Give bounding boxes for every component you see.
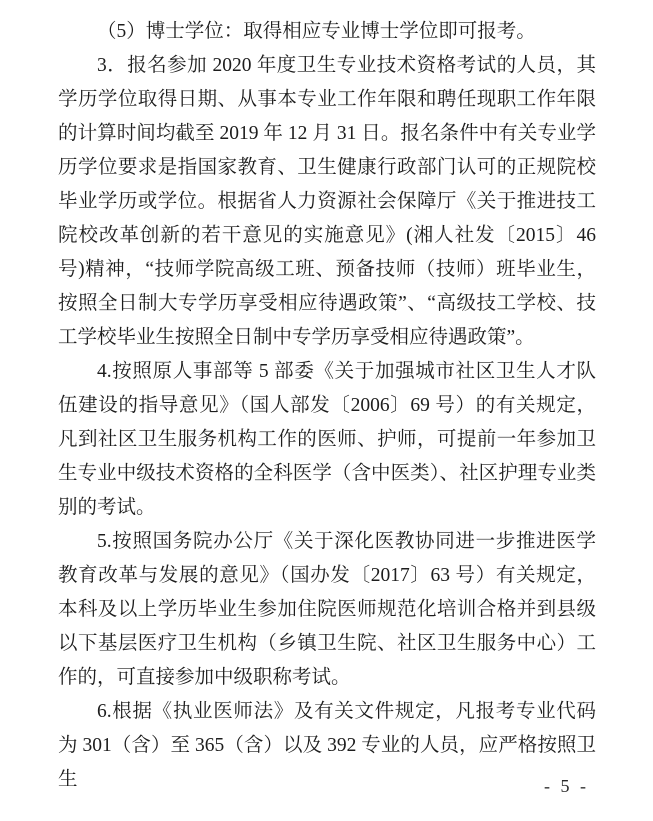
page-number: - 5 - bbox=[544, 776, 589, 796]
paragraph-item-6-practicing-physician-law: 6.根据《执业医师法》及有关文件规定，凡报考专业代码为 301（含）至 365（含）以及 392 专业的人员，应严格按照卫生 bbox=[58, 701, 596, 790]
document-body bbox=[58, 15, 596, 797]
paragraph-item-3-registration-deadline: 3．报名参加 2020 年度卫生专业技术资格考试的人员，其学历学位取得日期、从事本专业工作年限和聘任现职工作年限的计算时间均截至 2019 年 12 月 31 日。报名条件中有关专业学历学位要求是指国家教育、卫生健康行政部门认可的正规院校毕业学历或学位。根据省人力资源社会保障厅《关于推进技工院校改革创新的若干意见的实施意见》(湘人社发〔2015〕46 号)精神，“技师学院高级工班、预备技师（技师）班毕业生，按照全日制大专学历享受相应待遇政策”、“高级技工学校、技工学校毕业生按照全日制中专学历享受相应待遇政策”。 bbox=[58, 55, 596, 348]
paragraph-item-5-doctoral-degree: （5）博士学位：取得相应专业博士学位即可报考。 bbox=[97, 21, 536, 42]
paragraph-item-4-community-health: 4.按照原人事部等 5 部委《关于加强城市社区卫生人才队伍建设的指导意见》（国人部发〔2006〕69 号）的有关规定，凡到社区卫生服务机构工作的医师、护师，可提前一年参加卫生专业中级技术资格的全科医学（含中医类）、社区护理专业类别的考试。 bbox=[58, 361, 596, 518]
paragraph-item-5-medical-education: 5.按照国务院办公厅《关于深化医教协同进一步推进医学教育改革与发展的意见》（国办发〔2017〕63 号）有关规定，本科及以上学历毕业生参加住院医师规范化培训合格并到县级以下基层医疗卫生机构（乡镇卫生院、社区卫生服务中心）工作的，可直接参加中级职称考试。 bbox=[58, 531, 596, 688]
